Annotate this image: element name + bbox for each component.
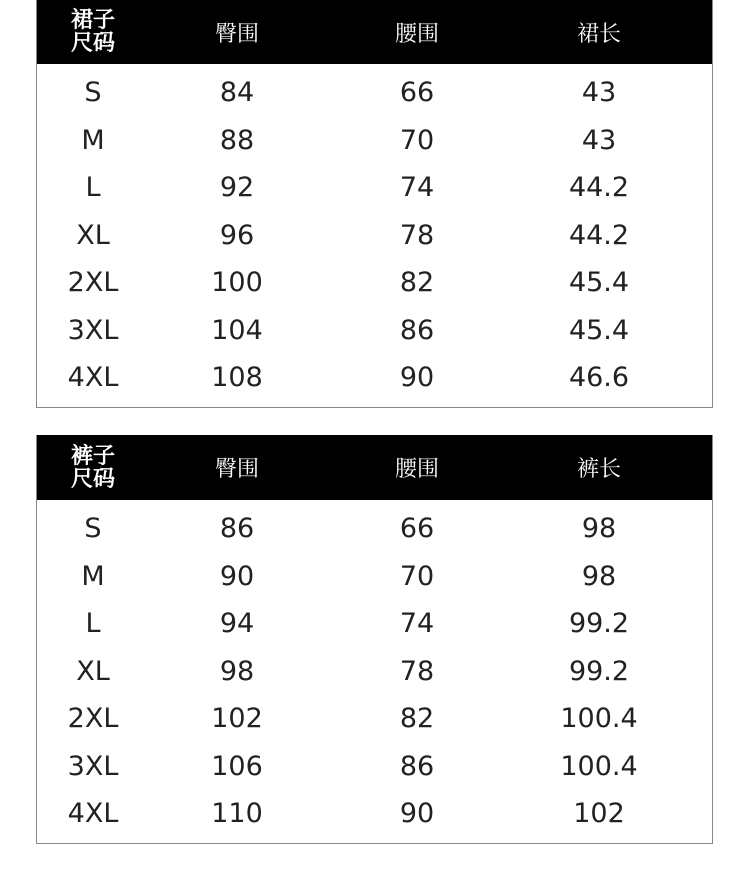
waist-column-header: 腰围 (394, 21, 439, 47)
length-cell: 43 (581, 77, 617, 109)
size-header-line1: 裤子 (70, 443, 115, 469)
size-header-line2: 尺码 (70, 466, 115, 492)
table-row (37, 307, 712, 355)
size-column-header (43, 435, 143, 500)
table-row (37, 695, 712, 743)
waist-cell: 74 (399, 608, 435, 640)
length-cell: 99.2 (568, 608, 630, 640)
skirt-size-table (36, 0, 713, 408)
length-cell: 99.2 (568, 655, 630, 687)
size-cell: XL (76, 655, 110, 687)
hip-cell: 86 (219, 513, 255, 545)
table-row (37, 505, 712, 553)
hip-cell: 104 (211, 314, 263, 346)
waist-cell: 70 (399, 560, 435, 592)
waist-cell: 82 (399, 267, 435, 299)
length-cell: 98 (581, 513, 617, 545)
hip-column-header: 臀围 (214, 457, 259, 482)
waist-cell: 78 (399, 219, 435, 251)
hip-cell: 98 (219, 655, 255, 687)
length-cell: 44.2 (568, 219, 630, 251)
size-cell: 2XL (67, 267, 119, 299)
table-row (37, 69, 712, 117)
length-cell: 45.4 (568, 267, 630, 299)
length-cell: 102 (573, 798, 625, 830)
waist-cell: 66 (399, 513, 435, 545)
waist-cell: 70 (399, 124, 435, 156)
size-cell: 4XL (67, 798, 119, 830)
size-header-line1: 裙子 (70, 8, 115, 33)
length-cell: 100.4 (560, 750, 638, 782)
hip-cell: 110 (211, 798, 263, 830)
table-row (37, 743, 712, 791)
table-row (37, 164, 712, 212)
hip-cell: 106 (211, 750, 263, 782)
length-cell: 46.6 (568, 362, 630, 394)
table-row (37, 648, 712, 696)
table-row (37, 117, 712, 165)
length-column-header: 裤长 (576, 457, 621, 482)
size-cell: L (85, 608, 101, 640)
hip-cell: 94 (219, 608, 255, 640)
table-row (37, 259, 712, 307)
size-cell: S (84, 77, 102, 109)
size-cell: M (81, 560, 105, 592)
pants-table-body (37, 500, 712, 838)
size-cell: 4XL (67, 362, 119, 394)
skirt-table-header (37, 0, 712, 64)
length-cell: 98 (581, 560, 617, 592)
table-row (37, 600, 712, 648)
hip-cell: 84 (219, 77, 255, 109)
waist-cell: 66 (399, 77, 435, 109)
table-row (37, 212, 712, 260)
size-column-header (43, 0, 143, 64)
pants-table-header (37, 435, 712, 500)
skirt-table-body (37, 64, 712, 402)
hip-cell: 108 (211, 362, 263, 394)
length-cell: 100.4 (560, 703, 638, 735)
hip-cell: 88 (219, 124, 255, 156)
table-row (37, 790, 712, 838)
hip-column-header: 臀围 (214, 21, 259, 47)
waist-cell: 90 (399, 798, 435, 830)
table-row (37, 354, 712, 402)
size-cell: M (81, 124, 105, 156)
hip-cell: 100 (211, 267, 263, 299)
length-cell: 45.4 (568, 314, 630, 346)
hip-cell: 92 (219, 172, 255, 204)
pants-size-table (36, 435, 713, 844)
size-cell: S (84, 513, 102, 545)
length-column-header: 裙长 (576, 21, 621, 47)
hip-cell: 90 (219, 560, 255, 592)
size-cell: 2XL (67, 703, 119, 735)
size-cell: 3XL (67, 750, 119, 782)
waist-cell: 74 (399, 172, 435, 204)
waist-cell: 82 (399, 703, 435, 735)
size-cell: L (85, 172, 101, 204)
hip-cell: 96 (219, 219, 255, 251)
table-row (37, 553, 712, 601)
waist-cell: 90 (399, 362, 435, 394)
size-header-line2: 尺码 (70, 31, 115, 56)
waist-column-header: 腰围 (394, 457, 439, 482)
waist-cell: 86 (399, 314, 435, 346)
size-cell: XL (76, 219, 110, 251)
length-cell: 43 (581, 124, 617, 156)
size-cell: 3XL (67, 314, 119, 346)
waist-cell: 78 (399, 655, 435, 687)
length-cell: 44.2 (568, 172, 630, 204)
hip-cell: 102 (211, 703, 263, 735)
waist-cell: 86 (399, 750, 435, 782)
